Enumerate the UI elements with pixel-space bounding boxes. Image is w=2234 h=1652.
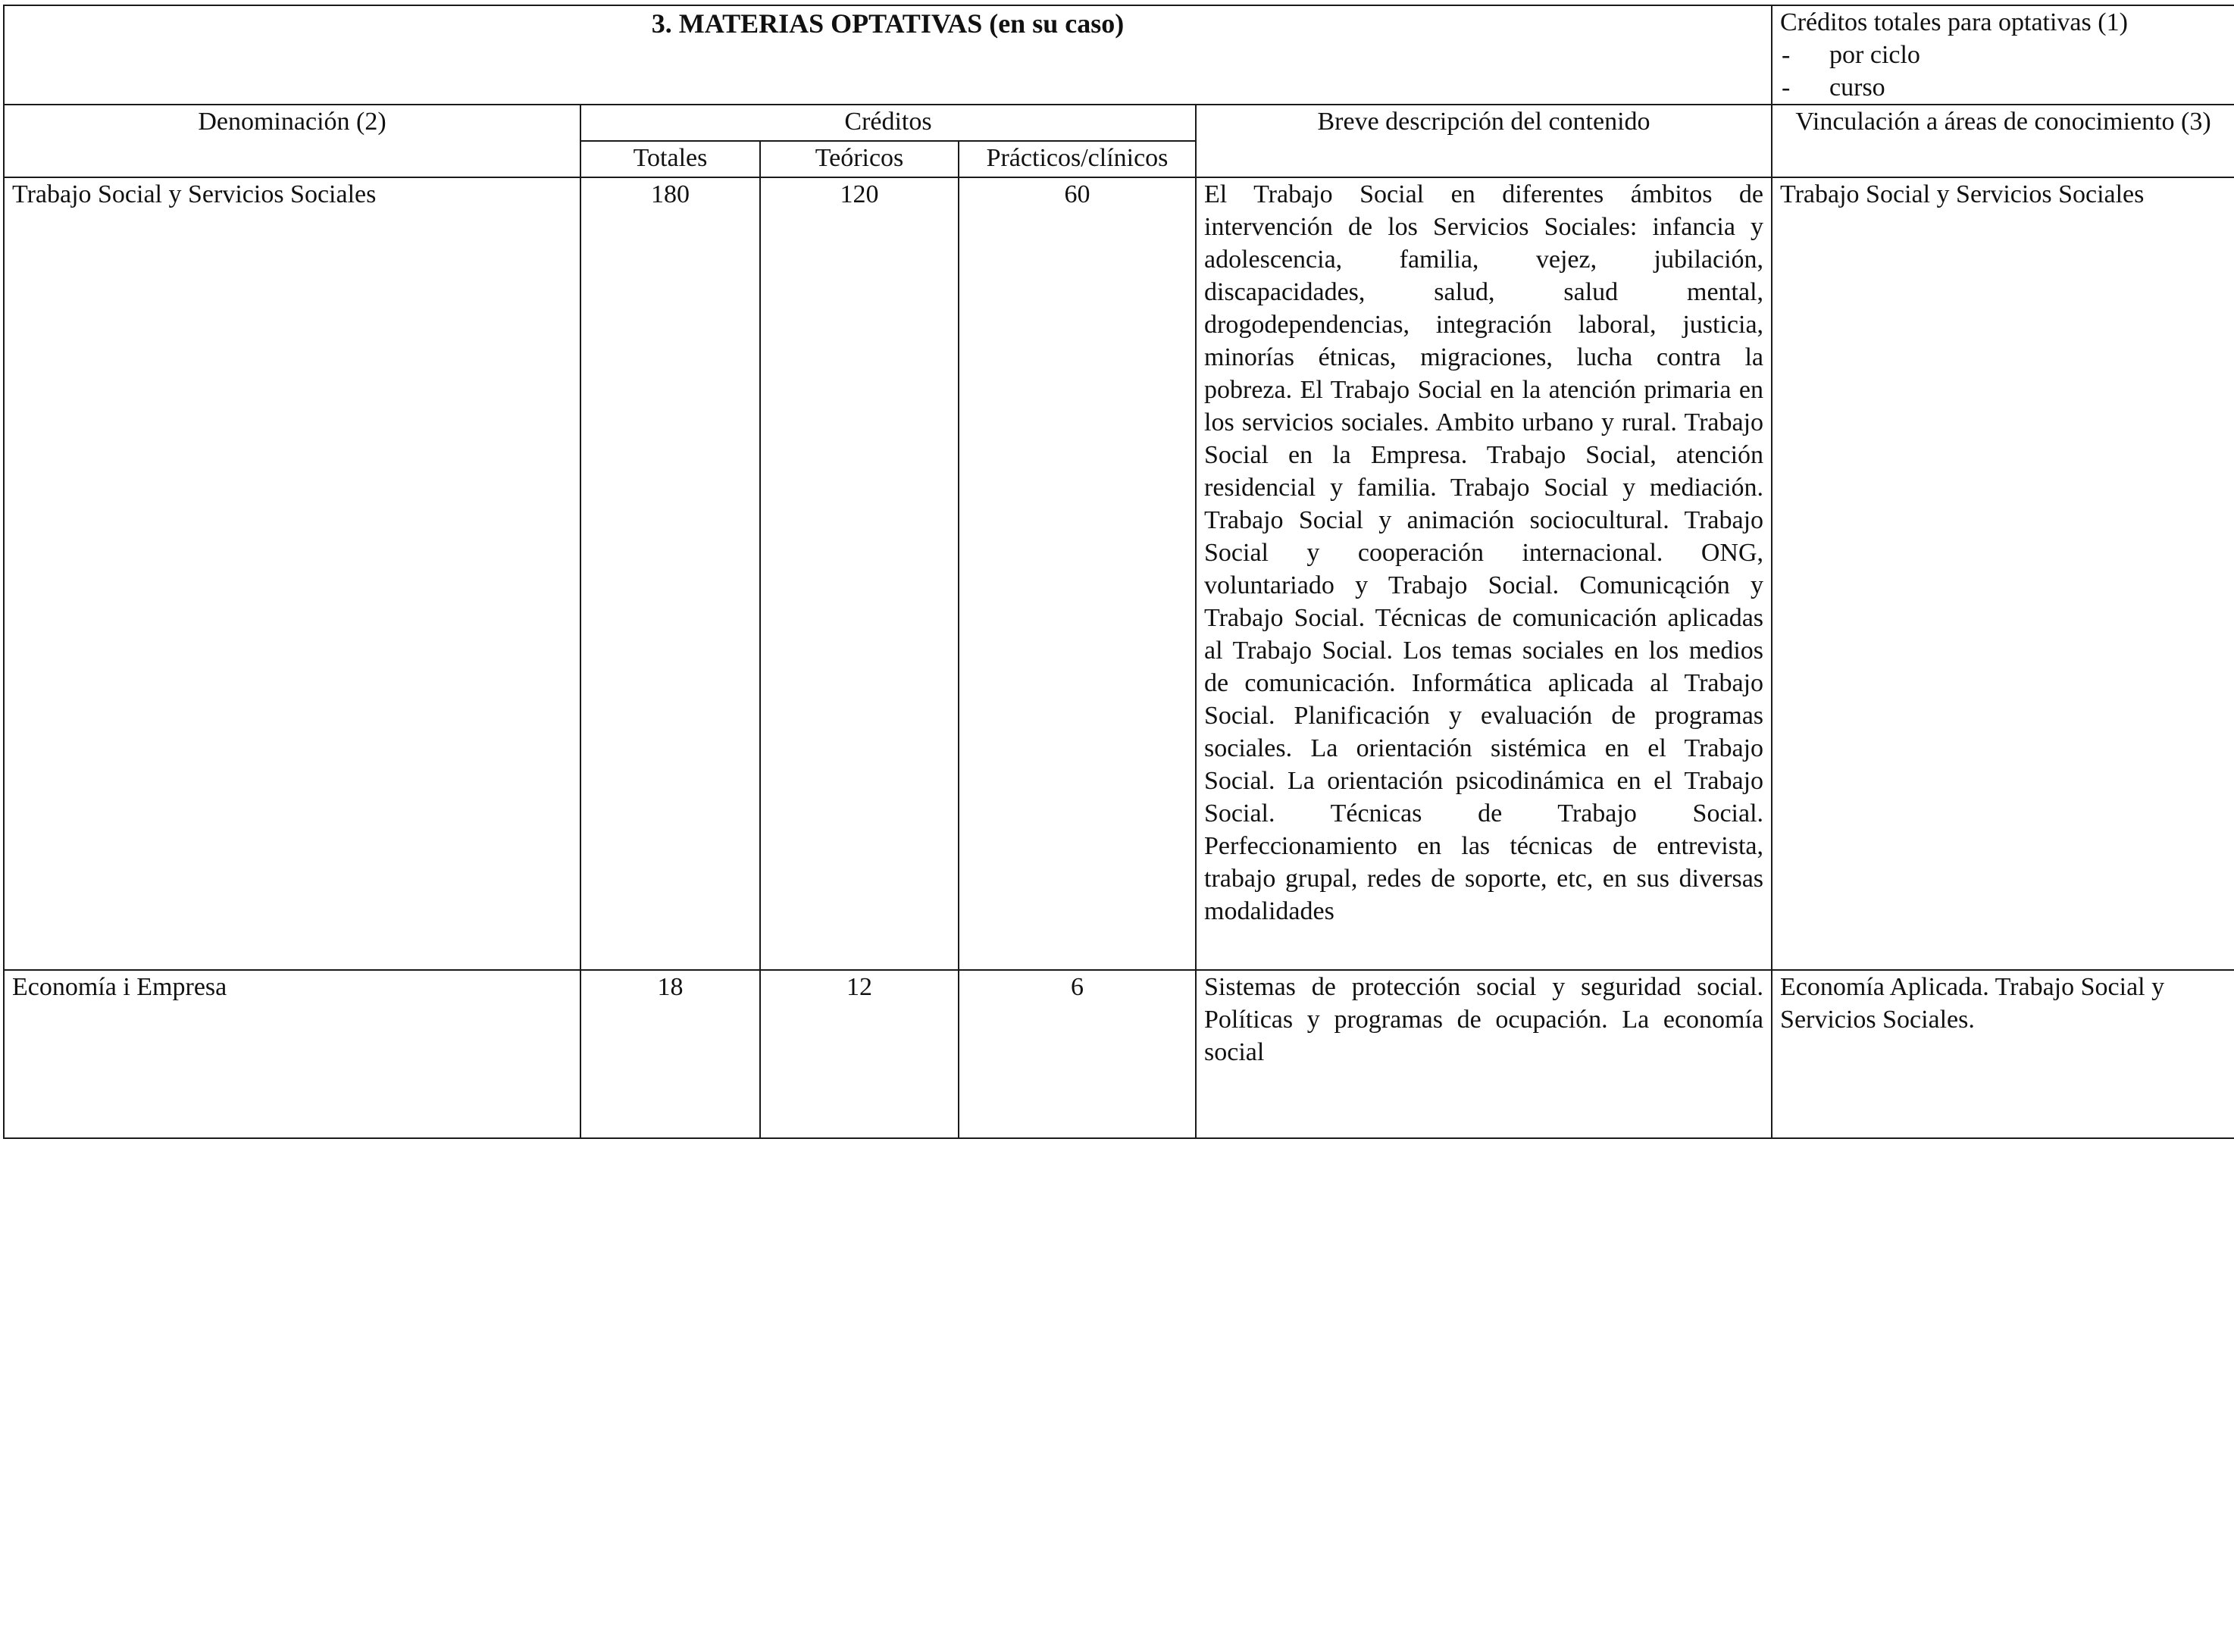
row-denominacion: Trabajo Social y Servicios Sociales xyxy=(4,177,580,970)
row-denominacion: Economía i Empresa xyxy=(4,970,580,1138)
optional-subjects-table xyxy=(3,5,2234,1139)
row-totales: 180 xyxy=(580,177,760,970)
row-totales: 18 xyxy=(580,970,760,1138)
optional-credits-cell xyxy=(1772,5,2234,105)
row-vinculacion: Trabajo Social y Servicios Sociales xyxy=(1772,177,2234,970)
col-header-denominacion: Denominación (2) xyxy=(4,105,580,177)
section-title: 3. MATERIAS OPTATIVAS (en su caso) xyxy=(4,5,1772,105)
header-row-1 xyxy=(4,105,2234,141)
row-descripcion: El Trabajo Social en diferentes ámbitos de intervención de los Servicios Sociales: infancia y adolescencia, familia, vejez, jubilación, discapacidades, salud, salud mental, drogodependencias, integración laboral, justicia, minorías étnicas, migraciones, lucha contra la pobreza. El Trabajo Social en la atención primaria en los servicios sociales. Ambito urbano y rural. Trabajo Social en la Empresa. Trabajo Social, atención residencial y familia. Trabajo Social y mediación. Trabajo Social y animación sociocultural. Trabajo Social y cooperación internacional. ONG, voluntariado y Trabajo Social. Comunicąción y Trabajo Social. Técnicas de comunicación aplicadas al Trabajo Social. Los temas sociales en los medios de comunicación. Informática aplicada al Trabajo Social. Planificación y evaluación de programas sociales. La orientación sistémica en el Trabajo Social. La orientación psicodinámica en el Trabajo Social. Técnicas de Trabajo Social. Perfeccionamiento en las técnicas de entrevista, trabajo grupal, redes de soporte, etc, en sus diversas modalidades xyxy=(1196,177,1772,970)
row-descripcion: Sistemas de protección social y seguridad social. Políticas y programas de ocupación. La economía social xyxy=(1196,970,1772,1138)
col-header-descripcion: Breve descripción del contenido xyxy=(1196,105,1772,177)
row-teoricos: 120 xyxy=(760,177,959,970)
row-practicos: 60 xyxy=(959,177,1196,970)
col-header-teoricos: Teóricos xyxy=(760,141,959,177)
optional-credits-heading: Créditos totales para optativas (1) xyxy=(1780,8,2128,36)
col-header-totales: Totales xyxy=(580,141,760,177)
optional-credits-list xyxy=(1780,39,2226,104)
row-teoricos: 12 xyxy=(760,970,959,1138)
table-row xyxy=(4,970,2234,1138)
optional-credits-item-ciclo: - por ciclo xyxy=(1780,39,2226,71)
col-header-practicos: Prácticos/clínicos xyxy=(959,141,1196,177)
optional-credits-item-curso: - curso xyxy=(1780,71,2226,104)
title-row xyxy=(4,5,2234,105)
row-vinculacion: Economía Aplicada. Trabajo Social y Servicios Sociales. xyxy=(1772,970,2234,1138)
col-header-creditos: Créditos xyxy=(580,105,1196,141)
col-header-vinculacion: Vinculación a áreas de conocimiento (3) xyxy=(1772,105,2234,177)
table-row xyxy=(4,177,2234,970)
row-practicos: 6 xyxy=(959,970,1196,1138)
